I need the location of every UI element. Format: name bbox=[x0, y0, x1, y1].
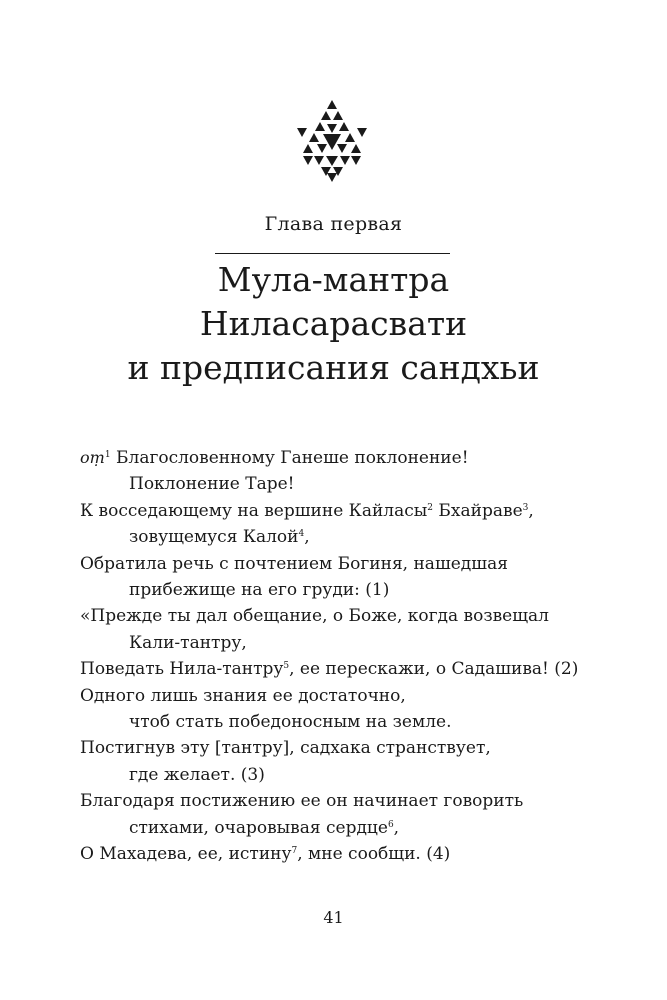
footnote-ref: 5 bbox=[283, 661, 290, 672]
chapter-label: Глава первая bbox=[264, 213, 403, 235]
verse-line bbox=[80, 577, 640, 603]
footnote-ref: 3 bbox=[522, 502, 529, 513]
verse-text-run: Постигнув эту [тантру], садхака странствует, bbox=[80, 738, 491, 759]
verse-line bbox=[80, 471, 640, 497]
verse-text-run: чтоб стать победоносным на земле. bbox=[129, 712, 452, 733]
verse-text-run: Кали-тантру, bbox=[129, 632, 247, 653]
verse-line bbox=[80, 630, 640, 656]
verse-text-run: Поведать Нила-тантру bbox=[80, 659, 284, 680]
verse-line bbox=[80, 551, 640, 577]
verse-text-run: , ее перескажи, о Садашива! (2) bbox=[289, 659, 579, 680]
chapter-title-line: Ниласарасвати bbox=[199, 304, 468, 343]
footnote-ref: 6 bbox=[387, 819, 394, 830]
verse-line bbox=[80, 788, 640, 814]
footnote-ref: 1 bbox=[104, 450, 111, 460]
verse-text-run: Одного лишь знания ее достаточно, bbox=[80, 685, 406, 706]
verse-text-run: О Махадева, ее, истину bbox=[80, 844, 292, 865]
verse-line bbox=[80, 841, 640, 867]
verse-text-run: Поклонение Таре! bbox=[129, 474, 295, 495]
shri-yantra-icon bbox=[297, 100, 367, 182]
verse-text bbox=[80, 445, 640, 868]
verse-text-run: зовущемуся Калой bbox=[129, 527, 299, 548]
verse-line bbox=[80, 709, 640, 735]
om-glyph: oṃ bbox=[80, 448, 105, 467]
footnote-ref: 7 bbox=[291, 846, 298, 857]
verse-line bbox=[80, 683, 640, 709]
verse-text-run: Бхайраве bbox=[433, 500, 523, 521]
verse-text-run: , bbox=[528, 500, 534, 521]
verse-line bbox=[80, 445, 640, 471]
verse-text-run: , bbox=[304, 527, 310, 548]
verse-text-run: Благословенному Ганеше поклонение! bbox=[110, 448, 469, 468]
title-divider bbox=[215, 253, 450, 254]
chapter-title-line: Мула-мантра bbox=[217, 260, 450, 299]
verse-line bbox=[80, 815, 640, 841]
verse-text-run: К восседающему на вершине Кайласы bbox=[80, 500, 428, 521]
page-number: 41 bbox=[323, 908, 344, 927]
footnote-ref: 4 bbox=[298, 529, 305, 540]
verse-text-run: , мне сообщи. (4) bbox=[297, 844, 451, 865]
chapter-title bbox=[0, 258, 667, 390]
verse-line bbox=[80, 524, 640, 550]
verse-line bbox=[80, 498, 640, 524]
footnote-ref: 2 bbox=[427, 502, 434, 513]
verse-text-run: где желает. (3) bbox=[129, 764, 265, 785]
verse-line bbox=[80, 603, 640, 629]
verse-line bbox=[80, 735, 640, 761]
verse-text-run: прибежище на его груди: (1) bbox=[129, 580, 390, 601]
verse-text-run: , bbox=[393, 817, 400, 838]
verse-text-run: «Прежде ты дал обещание, о Боже, когда возвещал bbox=[80, 606, 549, 627]
verse-text-run: Благодаря постижению ее он начинает говорить bbox=[80, 791, 524, 812]
verse-line bbox=[80, 656, 640, 682]
verse-line bbox=[80, 762, 640, 788]
verse-text-run: Обратила речь с почтением Богиня, нашедшая bbox=[80, 553, 508, 574]
verse-text-run: стихами, очаровывая сердце bbox=[129, 817, 388, 838]
chapter-title-line: и предписания сандхьи bbox=[127, 348, 540, 387]
